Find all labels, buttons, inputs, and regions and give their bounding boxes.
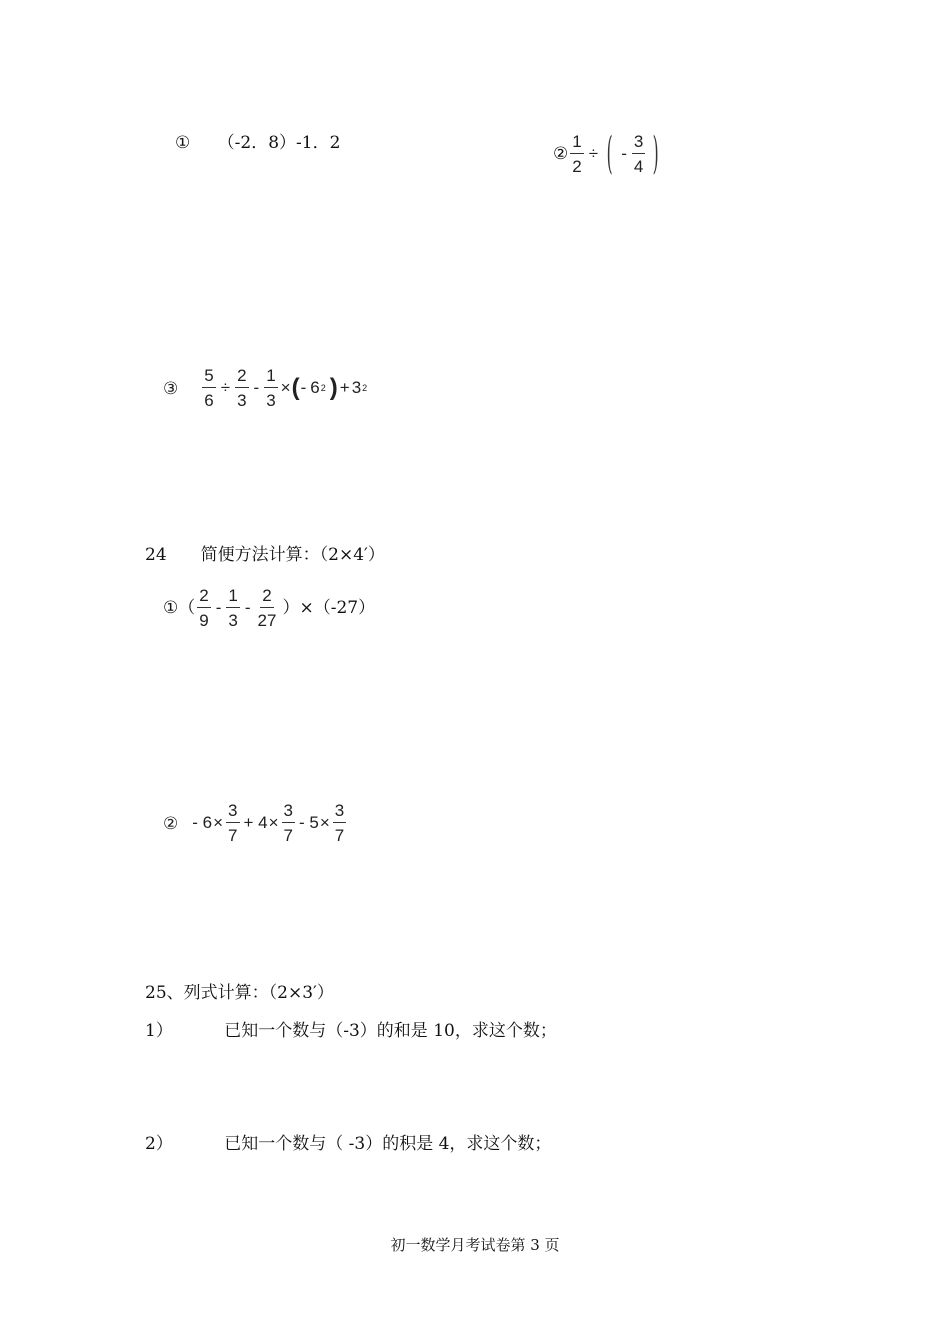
fraction-numerator: 2 <box>197 587 210 608</box>
power-exponent: 2 <box>320 383 326 393</box>
q23-part3 <box>163 367 367 409</box>
left-paren: ( <box>291 374 300 401</box>
negative-sign: - <box>621 144 627 163</box>
fraction-denominator: 7 <box>228 826 238 845</box>
fraction-denominator: 4 <box>633 157 644 176</box>
term: - 6 <box>192 813 213 832</box>
fraction-numerator: 1 <box>264 367 277 388</box>
fraction-denominator: 9 <box>199 611 209 630</box>
q24-heading: 24 简便方法计算：（2×4′） <box>145 545 385 565</box>
term: + 4 <box>243 813 268 832</box>
negative-sign: - <box>300 378 307 397</box>
fraction-numerator: 1 <box>570 133 583 154</box>
fraction <box>333 802 346 844</box>
q24-part1-tail: ）×（-27） <box>282 597 376 618</box>
q25-heading: 25、列式计算：（2×3′） <box>145 983 334 1003</box>
fraction-denominator: 7 <box>334 826 345 845</box>
plus-sign: + <box>339 378 350 397</box>
right-paren: ) <box>329 374 338 401</box>
left-paren: ( <box>606 128 613 179</box>
fraction-numerator: 1 <box>226 587 239 608</box>
q25-item-label: 2） <box>145 1134 173 1154</box>
fraction-numerator: 2 <box>260 587 273 608</box>
fraction-numerator: 3 <box>282 802 295 823</box>
q23-part1 <box>175 135 340 152</box>
q24-part2-marker: ② <box>163 813 179 833</box>
q23-part2-marker: ② <box>553 143 569 164</box>
fraction-numerator: 3 <box>632 133 645 154</box>
term: - 5 <box>299 813 319 832</box>
fraction-denominator: 3 <box>228 611 238 630</box>
fraction-denominator: 3 <box>237 391 247 410</box>
fraction <box>570 133 583 175</box>
fraction-denominator: 7 <box>283 826 294 845</box>
fraction-numerator: 3 <box>333 802 346 823</box>
q23-part2 <box>553 128 665 179</box>
fraction <box>632 133 645 175</box>
q24-part2 <box>163 802 348 844</box>
fraction <box>264 367 277 409</box>
times-sign: × <box>319 813 330 832</box>
fraction <box>256 587 279 629</box>
q23-part1-marker: ① <box>175 133 191 153</box>
times-sign: × <box>280 378 291 397</box>
fraction <box>282 802 295 844</box>
times-sign: × <box>268 813 279 832</box>
minus-sign: - <box>244 598 251 617</box>
fraction-numerator: 3 <box>226 802 239 823</box>
q24-part1 <box>163 587 375 629</box>
power-base: 3 <box>351 378 362 397</box>
q25-item-2 <box>145 1136 551 1153</box>
times-sign: × <box>213 813 224 832</box>
q25-item-1 <box>145 1023 557 1040</box>
fraction <box>226 802 239 844</box>
fraction-denominator: 2 <box>572 157 582 176</box>
fraction-denominator: 27 <box>257 611 277 630</box>
power-base: 6 <box>310 378 320 397</box>
minus-sign: - <box>215 598 222 617</box>
fraction-numerator: 5 <box>202 367 215 388</box>
divide-sign: ÷ <box>220 378 231 397</box>
q25-item-text: 已知一个数与（-3）的和是 10，求这个数； <box>224 1021 557 1041</box>
page-footer: 初一数学月考试卷第 3 页 <box>390 1236 560 1254</box>
q23-part3-marker: ③ <box>163 378 179 398</box>
fraction <box>226 587 239 629</box>
power-exponent: 2 <box>362 383 368 393</box>
q23-part1-expression: （-2．8）-1．2 <box>217 133 341 153</box>
fraction <box>235 367 248 409</box>
fraction-numerator: 2 <box>235 367 248 388</box>
q24-part1-marker: ①（ <box>163 597 196 618</box>
divide-sign: ÷ <box>588 144 599 163</box>
fraction-denominator: 3 <box>266 391 276 410</box>
minus-sign: - <box>253 378 260 397</box>
q25-item-label: 1） <box>145 1021 173 1041</box>
fraction-denominator: 6 <box>204 391 214 410</box>
fraction <box>202 367 215 409</box>
fraction <box>197 587 210 629</box>
right-paren: ) <box>652 128 659 179</box>
q25-item-text: 已知一个数与（ -3）的积是 4，求这个数； <box>224 1134 552 1154</box>
